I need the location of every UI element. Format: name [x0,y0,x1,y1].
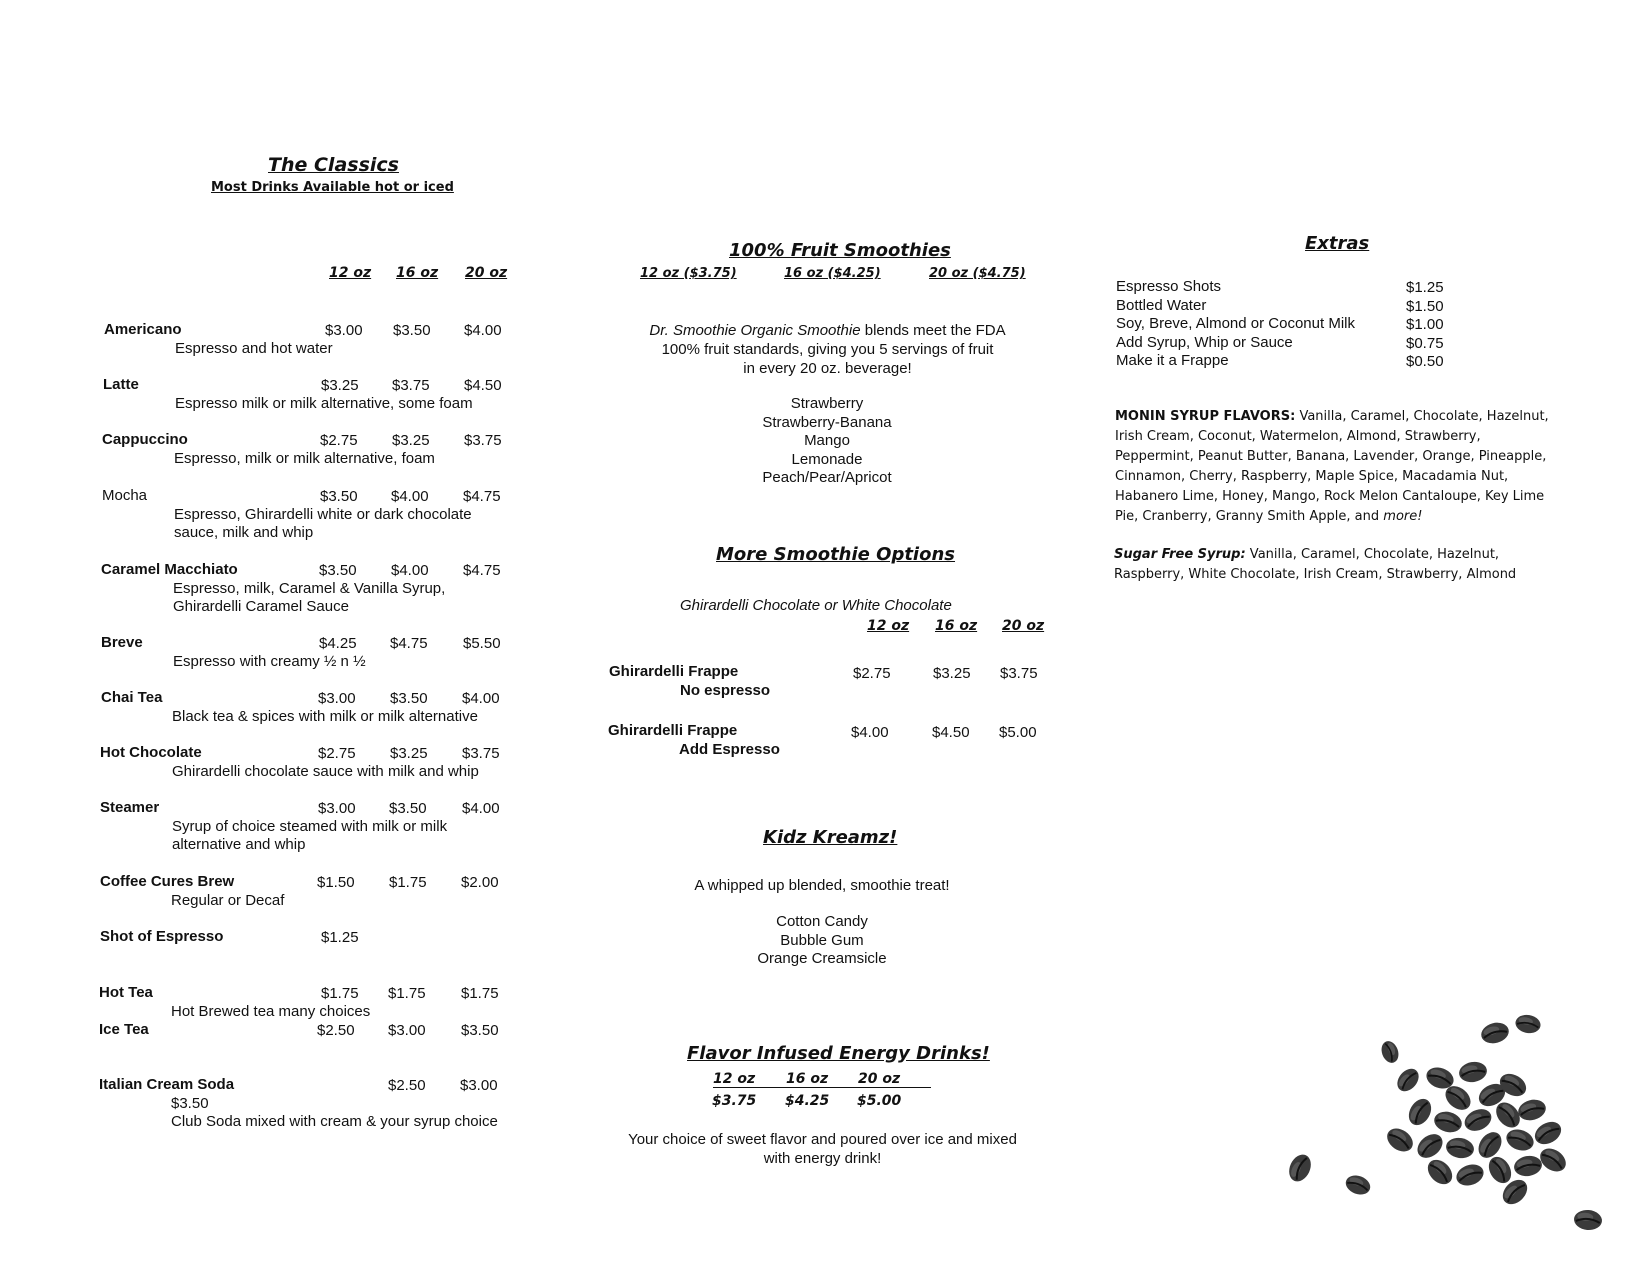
frappe-sub: No espresso [680,682,771,699]
smoothie-flavor-list [727,395,927,488]
sf-line: Raspberry, White Chocolate, Irish Cream, Strawberry, Almond [1114,567,1517,582]
extra-item-name: Add Syrup, Whip or Sauce [1116,333,1293,351]
price-16: $3.50 [393,322,431,339]
frappe-size-20: 20 oz [1002,618,1045,634]
price-12: $3.00 [325,322,363,339]
energy-price-20: $5.00 [857,1093,902,1109]
monin-more: more! [1383,509,1423,524]
extras-title: Extras [1305,233,1370,254]
price-20: $4.75 [463,562,501,579]
coffee-beans-illustration [1270,1000,1610,1245]
kidz-flavor: Cotton Candy [776,913,868,930]
item-desc: Club Soda mixed with cream & your syrup choice [171,1113,498,1130]
price-16: $4.00 [391,488,429,505]
flavor-item: Lemonade [791,450,863,468]
monin-line [1115,407,1549,427]
monin-text: Vanilla, Caramel, Chocolate, Hazelnut, [1295,409,1549,424]
energy-size-16: 16 oz [786,1071,829,1087]
item-desc: Espresso, milk or milk alternative, foam [174,450,435,467]
classics-size-16: 16 oz [396,265,439,281]
price-16: $3.25 [392,432,430,449]
bean-cluster [1285,1013,1603,1231]
price-12: $2.75 [853,665,891,682]
price-20: $1.75 [461,985,499,1002]
price-20: $4.00 [462,690,500,707]
flavor-item: Strawberry [790,395,864,412]
smoothie-size-20: 20 oz ($4.75) [929,266,1026,281]
classics-subtitle: Most Drinks Available hot or iced [211,180,454,195]
item-name-shot-of-espresso: Shot of Espresso [100,928,224,945]
price-16: $3.75 [392,377,430,394]
frappe-name: Ghirardelli Frappe [609,663,739,680]
extra-item-name: Espresso Shots [1116,278,1222,295]
more-smoothies-subtitle: Ghirardelli Chocolate or White Chocolate [680,597,952,614]
price-20: $5.50 [463,635,501,652]
price-12: $3.00 [318,690,356,707]
item-name-coffee-cures-brew: Coffee Cures Brew [100,873,235,890]
item-desc: Ghirardelli Caramel Sauce [173,598,349,615]
item-name-ice-tea: Ice Tea [99,1021,149,1038]
price-20: $3.75 [1000,665,1038,682]
smoothie-size-16: 16 oz ($4.25) [784,266,881,281]
blurb-line-1 [600,321,1055,340]
monin-line: Habanero Lime, Honey, Mango, Rock Melon Cantaloupe, Key Lime [1115,489,1545,504]
item-name-hot-tea: Hot Tea [99,984,153,1001]
price-12: $2.75 [320,432,358,449]
sf-text: Vanilla, Caramel, Chocolate, Hazelnut, [1245,547,1500,562]
extra-item-name: Bottled Water [1116,296,1207,314]
energy-size-20: 20 oz [858,1071,901,1087]
frappe-sub: Add Espresso [679,741,780,758]
classics-size-20: 20 oz [465,265,508,281]
energy-price-12: $3.75 [712,1093,757,1109]
price-16: $3.50 [390,690,428,707]
item-desc: Espresso with creamy ½ n ½ [173,653,366,670]
more-smoothies-title: More Smoothie Options [716,544,956,565]
price-16: $3.00 [388,1022,426,1039]
item-name-hot-chocolate: Hot Chocolate [100,744,202,761]
price-20: $5.00 [999,724,1037,741]
price-20: $4.75 [463,488,501,505]
smoothies-title: 100% Fruit Smoothies [729,240,951,261]
item-desc: Espresso, milk, Caramel & Vanilla Syrup, [173,580,446,597]
blurb-line-2: 100% fruit standards, giving you 5 servings of fruit [661,341,994,358]
item-desc: Black tea & spices with milk or milk alternative [172,708,478,725]
price-12: $1.25 [321,929,359,946]
price-20: $3.75 [462,745,500,762]
monin-text: Pie, Cranberry, Granny Smith Apple, and [1115,509,1384,524]
frappe-size-12: 12 oz [867,618,910,634]
classics-size-12: 12 oz [329,265,372,281]
monin-flavors [1115,407,1549,527]
price-12: $3.25 [321,377,359,394]
item-name-americano: Americano [104,321,182,338]
price-20: $4.50 [464,377,502,394]
item-name-latte: Latte [103,376,139,393]
item-desc: alternative and whip [172,836,306,853]
item-name-mocha: Mocha [102,487,148,504]
blurb-rest: blends meet the FDA [860,322,1006,339]
price-16: $1.75 [389,874,427,891]
price-16: $4.50 [932,724,970,741]
frappe-size-16: 16 oz [935,618,978,634]
price-20: $3.00 [460,1077,498,1094]
extra-item-price: $0.75 [1406,334,1444,352]
energy-desc [600,1131,1045,1168]
item-name-steamer: Steamer [100,799,160,816]
price-12: $3.00 [318,800,356,817]
energy-desc-line: with energy drink! [763,1149,882,1167]
sf-line [1114,545,1516,565]
kidz-title: Kidz Kreamz! [763,827,898,848]
flavor-item: Mango [804,432,850,449]
price-12: $3.50 [320,488,358,505]
classics-title: The Classics [268,154,399,176]
kidz-flavor: Orange Creamsicle [757,950,887,967]
item-name-italian-cream-soda: Italian Cream Soda [99,1076,235,1093]
energy-title: Flavor Infused Energy Drinks! [687,1043,990,1064]
price-16: $3.25 [933,665,971,682]
price-16: $1.75 [388,985,426,1002]
item-name-caramel-macchiato: Caramel Macchiato [101,561,238,578]
item-name-cappuccino: Cappuccino [102,431,188,448]
energy-size-12: 12 oz [713,1071,756,1087]
item-name-chai-tea: Chai Tea [101,689,163,706]
price-16: $2.50 [388,1077,426,1094]
flavor-item: Peach/Pear/Apricot [762,469,892,486]
smoothies-blurb [600,321,1055,378]
item-desc: Espresso milk or milk alternative, some foam [175,395,473,412]
item-desc: sauce, milk and whip [174,524,314,541]
extras-names [1116,278,1355,371]
price-16: $4.75 [390,635,428,652]
item-desc: Espresso, Ghirardelli white or dark chocolate [174,506,472,523]
extra-item-price: $0.50 [1406,353,1444,370]
price-20: $2.00 [461,874,499,891]
extra-item-price: $1.25 [1406,279,1444,296]
item-desc: Regular or Decaf [171,892,285,909]
extras-prices [1406,279,1444,372]
item-desc: Hot Brewed tea many choices [171,1003,371,1020]
price-20: $3.75 [464,432,502,449]
extra-item-price: $1.00 [1406,316,1444,333]
kidz-flavor-list [722,913,922,969]
monin-label: MONIN SYRUP FLAVORS: [1115,409,1296,424]
extra-item-name: Make it a Frappe [1116,352,1229,369]
sf-label: Sugar Free Syrup: [1114,547,1246,562]
extra-item-name: Soy, Breve, Almond or Coconut Milk [1116,315,1355,332]
price-16: $3.25 [390,745,428,762]
price-20: $3.50 [461,1022,499,1039]
price-16: $3.50 [389,800,427,817]
energy-size-row [713,1071,931,1088]
flavor-item: Strawberry-Banana [762,413,892,431]
energy-price-16: $4.25 [785,1093,830,1109]
price-12: $3.50 [319,562,357,579]
smoothie-size-12: 12 oz ($3.75) [640,266,737,281]
item-desc: Syrup of choice steamed with milk or milk [172,818,448,835]
item-desc: $3.50 [171,1095,209,1112]
price-12: $2.75 [318,745,356,762]
monin-line: Peppermint, Peanut Butter, Banana, Lavender, Orange, Pineapple, [1115,449,1547,464]
blurb-brand: Dr. Smoothie Organic Smoothie [649,322,861,339]
monin-line [1115,507,1549,527]
item-desc: Espresso and hot water [175,340,333,357]
price-12: $2.50 [317,1022,355,1039]
price-12: $4.00 [851,724,889,741]
energy-desc-line: Your choice of sweet flavor and poured over ice and mixed [628,1131,1017,1148]
blurb-line-3: in every 20 oz. beverage! [743,360,912,377]
monin-line: Irish Cream, Coconut, Watermelon, Almond, Strawberry, [1115,429,1481,444]
price-20: $4.00 [464,322,502,339]
price-20: $4.00 [462,800,500,817]
extra-item-price: $1.50 [1406,297,1444,315]
price-12: $4.25 [319,635,357,652]
price-12: $1.50 [317,874,355,891]
kidz-tagline: A whipped up blended, smoothie treat! [694,877,950,894]
kidz-flavor: Bubble Gum [780,931,864,949]
monin-line: Cinnamon, Cherry, Raspberry, Maple Spice, Macadamia Nut, [1115,469,1509,484]
item-name-breve: Breve [101,634,143,651]
price-16: $4.00 [391,562,429,579]
sugar-free-syrups [1114,545,1516,585]
price-12: $1.75 [321,985,359,1002]
item-desc: Ghirardelli chocolate sauce with milk and whip [172,763,479,780]
frappe-name: Ghirardelli Frappe [608,722,738,739]
